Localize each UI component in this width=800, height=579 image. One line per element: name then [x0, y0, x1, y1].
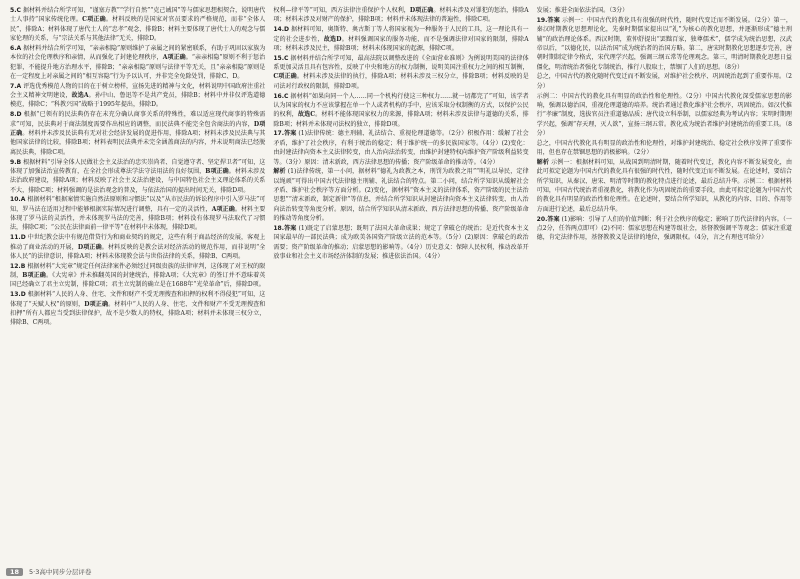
- correct-option: 故选C: [297, 111, 316, 119]
- answer-text: 根据材料“大宪章”规定任何法律案件必须经过同级贵族的法律审判，这体现了对王权的限制，: [10, 262, 266, 280]
- question-number: 15.C: [273, 54, 289, 62]
- correct-option: C项正确: [82, 16, 106, 24]
- answer-entry: [537, 139, 792, 158]
- question-number: 14.D: [273, 26, 290, 34]
- answer-entry: [10, 195, 265, 232]
- book-brand: 5·3高中同步分层评卷: [29, 568, 92, 576]
- answer-entry: [537, 16, 792, 72]
- answer-text: (1)法律传统：德主刑辅、礼法结合、重视伦理道德等。（2分）积极作用：缓解了社会矛盾，维护了社会秩序，有利于统治的稳定；利于维护统一的多民族国家等。（4分）: [273, 130, 529, 147]
- answer-text: (1)影响：引导了人们的价值判断；利于社会秩序的稳定；影响了历代法律的内容。（一点2分，任答两点即可）: [536, 215, 792, 232]
- explanation-text: 。材料强调国家的服务功能，而不是强调法律对国家的限制，排除A项；材料未涉及民主，排除B项；材料未体现国家的起源，排除C项。: [273, 35, 529, 52]
- correct-option: 故选D: [323, 35, 342, 43]
- answer-text: 发展；推进全面依法治国。（3分）: [536, 7, 629, 14]
- correct-option: D项正确: [77, 243, 102, 251]
- explanation-text: 。“亲亲相隐”原则不利于惩治犯罪，不能提升地方治理水平，排除B；“亲亲相隐”原则与法律平等无关，且“亲亲相隐”原则是在一定程度上对亲属之间的“相互容隐”行为予以认可，并非完全免除处罚，排除C、D。: [10, 54, 266, 80]
- correct-option: D项正确: [409, 7, 434, 14]
- correct-option: A项正确: [211, 205, 235, 213]
- explanation-text: 。材料主要体现了罗马法的灵活性，并未体现罗马法的完善，排除B项；材料没有体现罗马法取代了习惯法，排除C项；“公民在法律面前一律平等”在材料中未体现，排除D项。: [10, 205, 266, 232]
- answer-entry: [273, 129, 528, 166]
- answer-text: 据材料“如果向同一个人……同一个机构行使这三种权力……就一切都完了”可知，该学者认为国家的权力不应该掌握在单一个人或者机构的手中，应该采取分权制衡的方式，以保护公民的权利，: [273, 92, 529, 119]
- explanation-text: 。材料未涉及对罪犯的惩治，排除A项；材料未涉及对财产的保护，排除B项；材料并未体现法律的普遍性，排除C项。: [273, 7, 529, 24]
- answer-text: 示例一：根据材料可知，从战国到明清时期，随着时代变迁，教化内容不断发展变化，由此可拟定论题为中国古代的教化具有很强的时代性，随时代变迁而不断发展。在论述时，要结合所学知识，从秦汉、唐宋、明清等时期的教化特点进行论述，最后总结升华。: [536, 159, 792, 185]
- answer-entry: [537, 215, 792, 243]
- correct-option: A项正确: [162, 54, 186, 62]
- question-number: 解析: [536, 159, 550, 166]
- question-number: 8.D: [10, 111, 22, 119]
- explanation-text: 。材料未涉及法律的执行，排除A项；材料未涉及三权分立，排除B项；材料反映的是司法对行政权的限制，排除D项。: [273, 73, 529, 90]
- answer-text: 权利—律平等”可知，西方法律注重保护个人权利，: [273, 7, 410, 14]
- question-number: 19.答案: [536, 16, 560, 24]
- question-number: 16.C: [273, 92, 289, 100]
- answer-entry: [10, 44, 265, 81]
- explanation-text: 。材料反映的是教会法对经济活动的规范作用，而非说明“全体人民”的法律意识，排除A项；材料未体现教会法与世俗法律的关系，排除B、C两项。: [10, 243, 266, 260]
- answer-entry: [10, 233, 265, 261]
- explanation-text: 。材料中“人民的人身、住宅、文件和财产不受无理搜查和扣押”所有人都应当受到法律保护，故不是少数人的特权，排除A项；材料并未体现三权分立，排除B、C两项。: [10, 300, 266, 327]
- correct-option: B项正确: [22, 272, 46, 280]
- correct-option: B项正确: [205, 167, 229, 175]
- explanation-text: 。孙中山、鲁迅等不是共产党员，排除B；材料中并非仅评选道德模范，排除C；“科教兴国”战略于1995年提出，排除D。: [10, 92, 266, 109]
- question-number: 18.答案: [273, 224, 297, 232]
- answer-text: 总之，中国古代的教化随时代变迁而不断发展，对维护社会秩序、巩固统治起到了重要作用。（2分）: [536, 73, 792, 90]
- answer-entry: [273, 224, 528, 261]
- answer-entry: [273, 167, 528, 223]
- column-middle: [273, 6, 528, 563]
- answer-entry: [273, 6, 528, 25]
- question-number: 12.B: [10, 262, 26, 270]
- question-number: 20.答案: [536, 215, 560, 223]
- answer-entry: [273, 25, 528, 53]
- answer-entry: [273, 92, 528, 129]
- explanation-text: 第一，秦汉时期教化思想理论化，先秦时期儒家提出以“礼”为核心的教化思想，并逐渐形成“德主刑辅”的政治理论体系。西汉时期，董仲舒提出“罢黜百家，独尊儒术”，儒学成为统治思想，汉武帝以后，“以德化民，以法治国”成为统治者的治国方略。第二，唐宋时期教化思想逐步完善，唐朝时期制定律令格式，宋代理学兴起，强调三纲五常等伦理观念。第三，明清时期教化思想日益僵化，明清统治者强化专制统治，推行八股取士，禁锢了人们的思想。（8分）: [536, 16, 792, 71]
- answer-text: 据材料可知，奥斯特、奥古斯丁等人将国家视为一种服务于人民的工具，这一理论具有一定的社会进步性，: [273, 26, 529, 43]
- explanation-text: 。《大宪章》并未推翻英国的封建统治，排除A项；《大宪章》的签订并不意味着英国已经确立了君主立宪制，排除C项；君主立宪制的确立是在1688年“光荣革命”后，排除D项。: [10, 272, 266, 289]
- answer-entry: [10, 110, 265, 157]
- answer-text: 评选优秀模范人物的目的在于树立榜样，宣扬先进的精神与文化，材料说明中国政府注重社会主义精神文明建设，: [10, 82, 266, 100]
- question-number: 7.A: [10, 82, 22, 90]
- answer-text: 中世纪教会法中有规范借贷行为和商业契约的规定，这些有利于商品经济的发展，客观上推动了商业活动的开展，: [10, 234, 266, 251]
- answer-text: 据材料并结合所学可知，最高法院以调整改进的《全面营业准则》为例说明美国的法律体系更加灵活且具有包容性，反映了中央和地方的权力制衡，说明美国注重权力之间的相互制衡，: [273, 54, 529, 72]
- answer-entry: [10, 6, 265, 43]
- question-number: 10.A: [10, 196, 26, 204]
- answer-text: 示例二：中国古代的教化具有明显的政治性和伦理性。（2分）: [536, 92, 706, 100]
- answer-text: 根据材料“人民的人身、住宅、文件和财产不受无理搜查和扣押的权利不得侵犯”可知，这体现了“天赋人权”的原则，: [10, 291, 266, 308]
- page-footer: [6, 567, 91, 576]
- question-number: 9.B: [10, 158, 22, 166]
- explanation-text: (2)变化，据材料“资本主义的法律体系，资产阶级的民主法治思想”“清末新政，制定新律”等信息，并结合所学知识从封建法律向资本主义法律转变、由人治向法治转变等角度分析。原因，结合所学知识从清末新政、西方法律思想的传播、资产阶级革命的推动等角度分析。: [273, 187, 529, 223]
- question-number: 13.D: [10, 291, 26, 299]
- question-number: 解析: [273, 168, 286, 176]
- answer-entry: [537, 158, 792, 214]
- correct-option: 故选A: [71, 92, 89, 100]
- correct-option: D项正确: [84, 300, 109, 308]
- explanation-text: 。材料反映的是国家对官员要求的严格规范，而非“全体人民”，排除A；材料体现了唐代士人的“忠孝”观念，排除B；材料主要体现了唐代士人的观念与儒家伦理的关系，与“宗法关系与其他法律”无关，排除D。: [10, 16, 266, 43]
- answer-entry: [537, 6, 792, 15]
- explanation-text: (2)不同：儒家思想在构建等级社会，基督教强调平等观念；儒家注重道德，肯定法律作用，基督教教义是法律的地位，强调限权。（4分，言之有理也可给分）: [536, 224, 792, 242]
- answer-entry: [537, 72, 792, 91]
- column-left: [10, 6, 265, 563]
- explanation-text: (2)变化：由封建法律向资本主义法律转变，由人治向法治转变，由维护封建特权向维护资产阶级利益转变等。（3分）原因：清末新政，西方法律思想的传播；资产阶级革命的推动等。（4分）: [273, 139, 529, 166]
- explanation-text: (2)原因：拿破仑的政治需要；资产阶级革命的推动；启蒙思想的影响等。（4分）历史意义：保障人民权利，推动改革开放事业和社会主义市场经济体制的发展；推进依法治国。（4分）: [273, 234, 529, 260]
- answer-entry: [537, 92, 792, 139]
- question-number: 5.C: [10, 7, 21, 14]
- answer-text: 据材料并结合所学可知，“谨塞方教”“学行自然”“克己诫国”等与儒家思想相契合，说明唐代士人事持“国家传统伦理。: [10, 7, 266, 24]
- answer-entry: [273, 54, 528, 91]
- answer-text: 示例一：中国古代的教化具有很强的时代性，随时代变迁而不断发展。（2分）: [561, 16, 774, 24]
- correct-option: D项正确: [10, 120, 266, 137]
- column-right: [537, 6, 792, 563]
- explanation-text: 示例二：根据材料可知，中国古代统治者重视教化，将教化作为巩固统治的重要手段，由此可拟定论题为中国古代的教化具有明显的政治性和伦理性。在论述时，要结合所学知识，从教化的内容、目的、作用等方面进行论述，最后总结升华。: [536, 177, 792, 213]
- answer-entry: [10, 82, 265, 110]
- answer-text: 据材料并结合所学可知，“亲亲相隐”原则维护了亲属之间的紧密联系，有助于巩固以家族为本位的社会伦理秩序和亲情，从而强化了封建伦理秩序，: [10, 44, 266, 62]
- explanation-text: 中国古代教化深受儒家思想的影响，强调以德治国，重视伦理道德的培养。统治者通过教化维护社会秩序，巩固统治。如汉代推行“孝廉”制度，选拔官员注重道德品质；唐代设立科举制，以儒家经典为考试内容；宋明时期理学兴起，强调“存天理，灭人欲”，宣扬三纲五常。教化成为统治者维护封建统治的重要工具。（8分）: [536, 92, 792, 137]
- question-number: 6.A: [10, 44, 22, 52]
- question-number: 11.D: [10, 234, 26, 242]
- answer-text: (1)法律传统，第一小问，据材料“德礼为政教之本，刑罚为政教之用”“明礼以导民，定律以绳顽”可得出中国古代法律德主刑辅、礼法结合的特点。第二小问，结合所学知识从缓解社会矛盾、维护社会秩序等方面分析。: [273, 168, 529, 195]
- answer-entry: [10, 290, 265, 327]
- explanation-text: 。材料未涉及法治政府建设，排除A项；材料反映了社会主义法治建设，与中国特色社会主义理论体系的关系不大，排除C项；材料强调的是法治观念的普及，与依法治国的提出时间无关，排除D项。: [10, 167, 266, 194]
- correct-option: C项正确: [273, 73, 297, 81]
- answer-entry: [10, 158, 265, 195]
- page-number: 18: [6, 568, 23, 576]
- question-number: 17.答案: [273, 130, 297, 138]
- answer-text: 总之，中国古代教化具有明显的政治性和伦理性，对维护封建统治、稳定社会秩序发挥了重要作用，但也存在禁锢思想的消极影响。（2分）: [536, 139, 792, 157]
- answer-text: 根据材料“根据案情实施自然法原则和习惯法”以及“从市民法的诉讼程序中引入罗马法”可知，罗马法在适用过程中能够根据实际情况进行调整，具有一定的灵活性，: [10, 196, 266, 213]
- explanation-text: 。材料并未涉及民法典有无对社会经济发展的促进作用，排除A项；材料未涉及民法典与其他国家法律的比较，排除B项；材料表明民法典并未完全涵盖商法的内容，并未说明商法已经脱离民法典，排除C项。: [10, 129, 266, 156]
- answer-text: 根据材料“引导全体人民做社会主义法治的忠实崇尚者、自觉遵守者、坚定捍卫者”可知，这体现了加强法治宣传教育，在全社会形成尊法学法守法用法的良好氛围，: [10, 158, 266, 175]
- answer-text: (1)既定了启蒙思想；既明了法国大革命成果；规定了拿破仑的统治；是近代资本主义国家最早的一部民法典；成为欧美各国资产阶级立法的范本等。（5分）: [273, 224, 529, 242]
- answer-text: 根据“已领有的民法典仍存在未充分确认商事关系的特殊性，难以适应现代商事的特殊需求”可知，民法典对于商法制度需要作出相应的调整，而民法典不能完全包含商法的内容，: [10, 111, 266, 128]
- answer-entry: [10, 262, 265, 290]
- explanation-text: 。材料不能体现国家权力的来源，排除A项；材料未涉及法律与道德的关系，排除B项；材料并未体现司法权的独立，排除D项。: [273, 111, 529, 128]
